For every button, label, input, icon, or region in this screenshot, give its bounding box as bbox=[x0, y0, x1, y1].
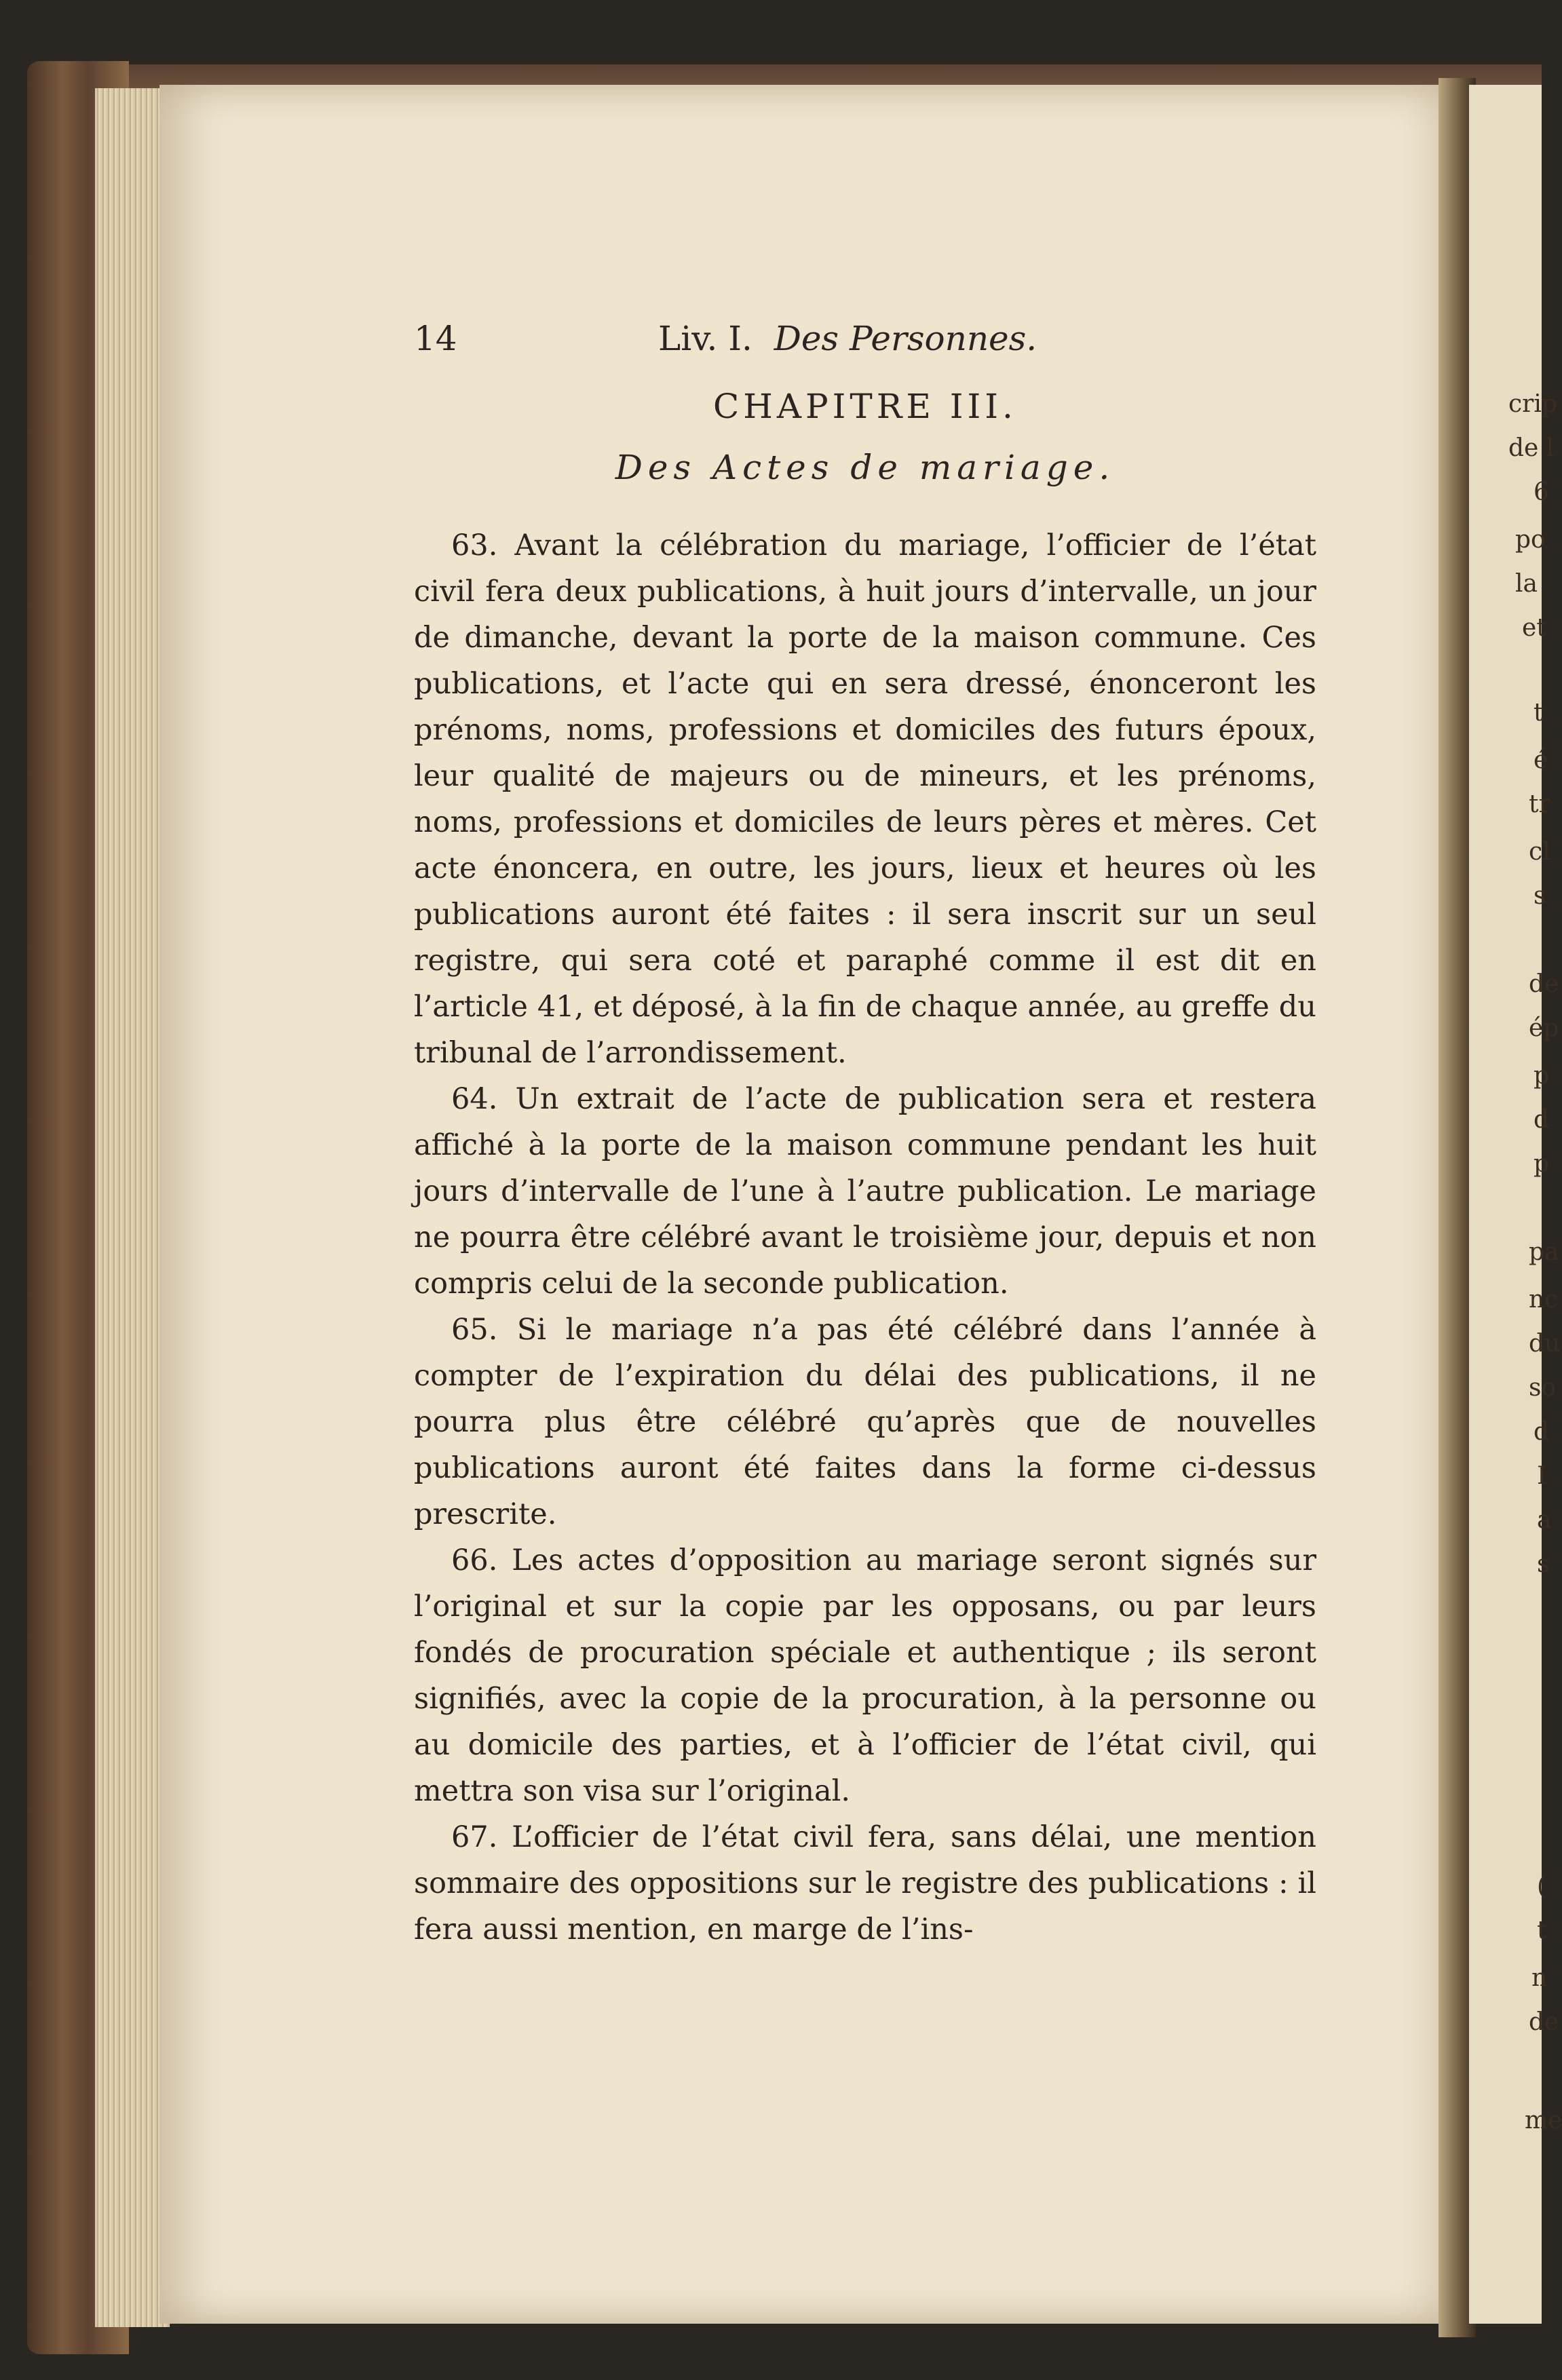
page-edges bbox=[95, 88, 170, 2327]
section-title: Des Personnes. bbox=[774, 319, 1037, 358]
facing-fragment: a bbox=[1537, 1506, 1552, 1534]
facing-page bbox=[1469, 85, 1562, 2324]
facing-fragment: d bbox=[1534, 1106, 1550, 1134]
article-66: 66. Les actes d’opposition au mariage seront signés sur l’original et sur la copie par les opposans, ou par leurs fondés de procuration spéciale et authentique ; ils seront signifiés, avec la copie de la procuration, à la personne ou au domicile des parties, et à l’officier de l’état civil, qui mettra son visa sur l’original. bbox=[414, 1543, 1316, 1808]
chapter-subtitle: Des Actes de mariage. bbox=[615, 448, 1116, 487]
body-text bbox=[414, 522, 1316, 1953]
facing-fragment: la bbox=[1515, 570, 1538, 598]
facing-fragment: tr bbox=[1529, 790, 1550, 818]
article-67: 67. L’officier de l’état civil fera, sans délai, une mention sommaire des oppositions sur le registre des publications : il fera aussi mention, en marge de l’ins- bbox=[414, 1820, 1316, 1946]
facing-fragment: so bbox=[1529, 1374, 1557, 1402]
running-title bbox=[658, 319, 1037, 358]
facing-fragment: t bbox=[1537, 1917, 1547, 1944]
article-65: 65. Si le mariage n’a pas été célébré dans l’année à compter de l’expiration du délai des publications, il ne pourra plus être célébré qu’après que de nouvelles publications auront été faites dans la forme ci-dessus prescrite. bbox=[414, 1313, 1316, 1531]
facing-fragment: ép bbox=[1529, 1014, 1559, 1042]
facing-fragment: de bbox=[1529, 2008, 1559, 2036]
facing-fragment: de l bbox=[1508, 434, 1555, 462]
article-64: 64. Un extrait de l’acte de publication sera et restera affiché à la porte de la maison commune pendant les huit jours d’intervalle de l’une à l’autre publication. Le mariage ne pourra être célébré avant le troisième jour, depuis et non compris celui de la seconde publication. bbox=[414, 1082, 1316, 1301]
facing-fragment: pa bbox=[1529, 1238, 1559, 1266]
chapter-title: CHAPITRE III. bbox=[713, 387, 1017, 426]
facing-fragment: po bbox=[1515, 526, 1546, 554]
article-63: 63. Avant la célébration du mariage, l’officier de l’état civil fera deux publications, à huit jours d’intervalle, un jour de dimanche, devant la porte de la maison commune. Ces publications, et l’acte qui en sera dressé, énonceront les prénoms, noms, professions et domiciles des futurs époux, leur qualité de majeurs ou de mineurs, et les prénoms, noms, professions et domiciles de leurs pères et mères. Cet acte énoncera, en outre, les jours, lieux et heures où les publications auront été faites : il sera inscrit sur un seul registre, qui sera coté et paraphé comme il est dit en l’article 41, et déposé, à la fin de chaque année, au greffe du tribunal de l’arrondissement. bbox=[414, 529, 1316, 1070]
facing-fragment: n bbox=[1531, 1964, 1548, 1992]
facing-fragment: me bbox=[1525, 2107, 1562, 2134]
facing-fragment: cl bbox=[1529, 838, 1550, 866]
facing-fragment: s bbox=[1534, 882, 1546, 910]
facing-fragment: de bbox=[1529, 970, 1559, 998]
facing-fragment: du bbox=[1529, 1330, 1561, 1358]
running-header bbox=[414, 319, 1337, 366]
facing-fragment: é bbox=[1534, 746, 1548, 774]
facing-fragment: s bbox=[1537, 1550, 1550, 1578]
page-number: 14 bbox=[414, 319, 457, 358]
facing-fragment: p bbox=[1534, 1062, 1550, 1090]
facing-fragment: I bbox=[1537, 1462, 1547, 1490]
facing-fragment: 6 bbox=[1534, 478, 1549, 506]
facing-fragment: crip bbox=[1508, 390, 1557, 418]
facing-fragment: d bbox=[1534, 1418, 1550, 1446]
facing-fragment: p bbox=[1534, 1150, 1550, 1178]
facing-fragment: ( bbox=[1537, 1873, 1547, 1900]
book-label: Liv. I. bbox=[658, 319, 753, 358]
facing-fragment: t bbox=[1534, 699, 1544, 727]
facing-fragment: et bbox=[1522, 614, 1546, 642]
facing-fragment: nc bbox=[1529, 1286, 1559, 1313]
